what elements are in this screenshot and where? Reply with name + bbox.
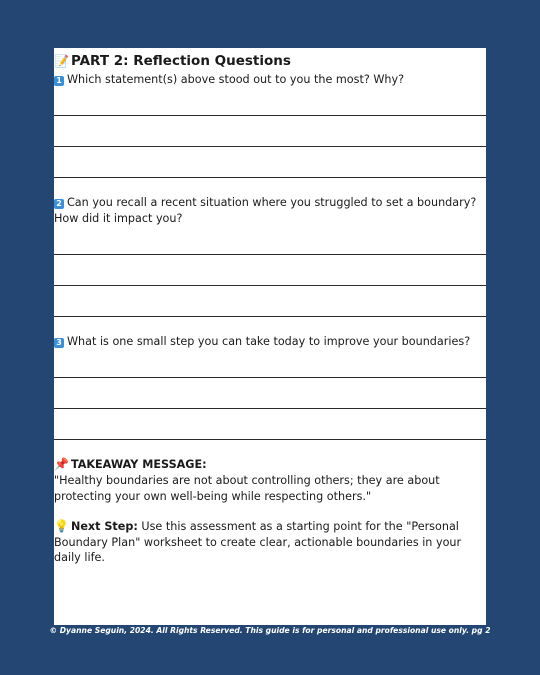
answer-line[interactable] [54, 377, 486, 378]
takeaway-quote: "Healthy boundaries are not about controlling others; they are about protecting your own well-being while respecting others." [54, 474, 440, 503]
next-step [54, 519, 482, 566]
copyright-footer: © Dyanne Seguin, 2024. All Rights Reserved. This guide is for personal and professional use only. pg 2 [49, 626, 491, 635]
number-badge: 2 [54, 199, 64, 209]
pushpin-icon: 📌 [54, 457, 69, 471]
section-title-text: PART 2: Reflection Questions [70, 53, 291, 69]
answer-line[interactable] [54, 285, 486, 286]
next-step-text: Use this assessment as a starting point for the "Personal Boundary Plan" worksheet to create clear, actionable boundaries in your daily life. [54, 520, 462, 564]
worksheet-page [54, 48, 486, 625]
number-badge: 3 [54, 338, 64, 348]
question-3 [54, 334, 479, 350]
answer-line[interactable] [54, 177, 486, 178]
answer-line[interactable] [54, 115, 486, 116]
takeaway-heading [54, 457, 207, 471]
question-1 [54, 72, 479, 88]
next-step-label: Next Step: [70, 520, 138, 533]
takeaway-heading-text: TAKEAWAY MESSAGE: [70, 458, 207, 471]
answer-line[interactable] [54, 146, 486, 147]
question-text: What is one small step you can take today to improve your boundaries? [67, 335, 471, 348]
answer-line[interactable] [54, 439, 486, 440]
question-2 [54, 195, 479, 226]
question-text: Which statement(s) above stood out to you the most? Why? [67, 73, 405, 86]
answer-line[interactable] [54, 254, 486, 255]
question-text: Can you recall a recent situation where you struggled to set a boundary? How did it impact you? [54, 196, 477, 225]
answer-line[interactable] [54, 408, 486, 409]
lightbulb-icon: 💡 [54, 519, 69, 533]
memo-icon: 📝 [54, 54, 69, 68]
section-title [54, 53, 291, 69]
number-badge: 1 [54, 76, 64, 86]
answer-line[interactable] [54, 316, 486, 317]
